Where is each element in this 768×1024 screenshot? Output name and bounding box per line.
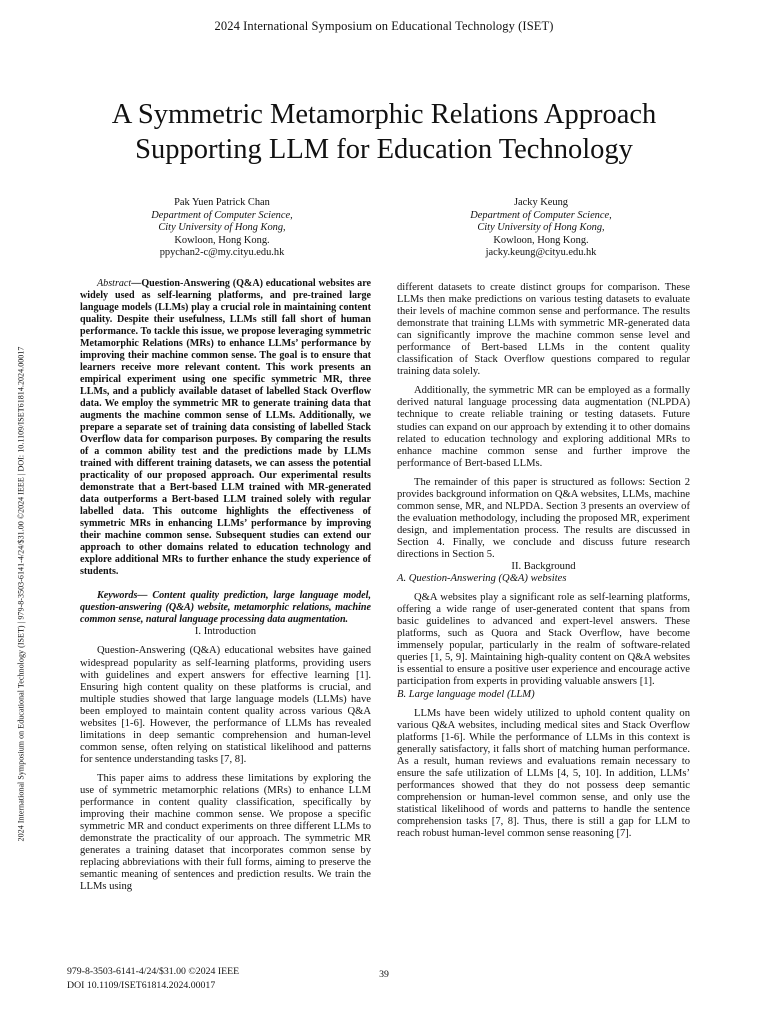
author-email: jacky.keung@cityu.edu.hk — [485, 247, 597, 259]
abstract-lead: Abstract — [97, 278, 132, 289]
qa-websites-paragraph: Q&A websites play a significant role as self-learning platforms, offering a wide range of user-generated content that spans from basic guidelines to advanced and expert-level answers. These platforms, such as Quora and Stack Overflow, have become immensely popular, particularly in the realm of software-related queries [1, 5, 9]. Maintaining high-quality content on Q&A websites is essential to ensure a positive user experience and encourage active participation from experts in providing valuable answers [1]. — [397, 592, 690, 688]
intro-paragraph-4: Additionally, the symmetric MR can be employed as a formally derived natural language processing data augmentation (NLPDA) technique to create reliable training or testing datasets. Future studies can expand on our approach by extending it to other domains related to education technology and exploring additional MRs to enhance machine common sense and further improve the performance of Bert-based LLMs. — [397, 385, 690, 469]
section-heading-introduction: I. Introduction — [194, 626, 257, 638]
author-location: Kowloon, Hong Kong. — [174, 234, 270, 246]
paper-title-line-2: Supporting LLM for Education Technology — [135, 134, 633, 165]
author-email: ppychan2-c@my.cityu.edu.hk — [159, 247, 285, 259]
footer-isbn: 979-8-3503-6141-4/24/$31.00 ©2024 IEEE — [67, 966, 240, 977]
side-identifier-strip — [10, 218, 32, 970]
abstract-text: —Question-Answering (Q&A) educational websites are widely used as self-learning platforms, and pre-trained large language models (LLMs) play a crucial role in maintaining content quality. Despite their usefulness, LLMs still fall short of human performance. To tackle this issue, we propose leveraging symmetric Metamorphic Relations (MRs) to enhance LLMs’ performance by improving their machine common sense. The goal is to ensure that learners receive more relevant content. This work presents an empirical experiment using one specific symmetric MR, three LLMs, and a publicly available dataset of labelled Stack Overflow data. We employ the symmetric MR to generate training data that augments the machine common sense of LLMs. Additionally, we prepare a separate set of training data consisting of labelled Stack Overflow data for comparison purposes. By comparing the results of a common ability test and the predictions made by LLMs trained with different training datasets, we can assess the potential practicality of our proposed approach. Our experimental results demonstrate that a Bert-based LLM trained with MR-generated data outperforms a Bert-based LLM trained solely with regular labelled data. This outcome highlights the effectiveness of symmetric MRs in enhancing LLMs’ performance by improving their machine common sense. Subsequent studies can extend our approach to other domains related to education technology and explore additional MRs to further enhance the study experience of students. — [80, 278, 371, 578]
paper-title-line-1: A Symmetric Metamorphic Relations Approach — [111, 99, 657, 130]
intro-paragraph-5: The remainder of this paper is structured as follows: Section 2 provides background information on Q&A websites, LLMs, machine common sense, MR, and NLPDA. Section 3 presents an overview of the evaluation methodology, including the proposed MR, experiment design, and implementation process. The results are discussed in Section 4. Finally, we conclude and discuss future research directions in Section 5. — [397, 476, 690, 560]
author-name: Pak Yuen Patrick Chan — [174, 197, 270, 208]
conference-header: 2024 International Symposium on Educational Technology (ISET) — [214, 19, 554, 33]
intro-paragraph-1: Question-Answering (Q&A) educational websites have gained widespread popularity as self-learning platforms, providing users with guidelines and expert answers for effective learning [1]. Ensuring high content quality on these platforms is crucial, and multiple studies showed that large language models (LLMs) have been employed to maintain content quality across various Q&A websites [1-6]. However, the performance of LLMs has revealed limitations in deep semantic comprehension and human-level common sense, often relying on statistical likelihood and patterns for sentence understanding tasks [7, 8]. — [80, 645, 371, 765]
side-identifier-text: 2024 International Symposium on Educational Technology (ISET) | 979-8-3503-6141-4/24/$31.00 ©2024 IEEE | DOI: 10.1109/ISET61814.2024.00017 — [16, 346, 26, 842]
author-location: Kowloon, Hong Kong. — [493, 234, 589, 246]
subsection-heading-llm: B. Large language model (LLM) — [397, 688, 535, 700]
footer-doi: DOI 10.1109/ISET61814.2024.00017 — [67, 979, 216, 991]
author-block-1 — [107, 197, 337, 260]
paper-title — [40, 97, 728, 167]
author-university: City University of Hong Kong, — [477, 222, 605, 234]
intro-paragraph-3: different datasets to create distinct groups for comparison. These LLMs then make predictions on various testing datasets to evaluate their levels of machine common sense and performance. The results demonstrate that training LLMs with symmetric MR-generated data can significantly improve the machine common sense level and performance of Bert-based LLMs in the content quality classification of Stack Overflow questions compared to regular training data solely. — [397, 282, 690, 378]
footer-identifiers — [67, 965, 239, 992]
llm-paragraph: LLMs have been widely utilized to uphold content quality on various Q&A websites, including medical sites and Stack Overflow platforms [1-6]. While the performance of LLMs in this context is generally satisfactory, it falls short of matching human performance. As a result, human reviews and evaluations remain necessary to ensure the safe utilization of LLMs [4, 5, 10]. In addition, LLMs’ performances showed that they do not possess deep semantic comprehension or human-level common sense, and only use the statistical likelihood of words and patterns to handle the sentence comprehension tasks [7, 8]. Thus, there is still a gap for LLM to reach robust human-level common sense reasoning [7]. — [397, 707, 690, 840]
section-heading-background: II. Background — [511, 561, 576, 573]
page-number: 39 — [379, 969, 389, 980]
keywords: Keywords— Content quality prediction, large language model, question-answering (Q&A) website, metamorphic relations, machine common sense, natural language processing data augmentation. — [80, 590, 371, 626]
author-block-2 — [426, 197, 656, 260]
author-department: Department of Computer Science, — [151, 209, 293, 221]
subsection-heading-qa-websites: A. Question-Answering (Q&A) websites — [397, 573, 567, 585]
abstract — [80, 278, 371, 578]
author-university: City University of Hong Kong, — [158, 222, 286, 234]
intro-paragraph-2: This paper aims to address these limitations by exploring the use of symmetric metamorphic relations (MRs) to enhance LLM performance in content quality classification, specifically by improving their machine common sense. We propose a specific symmetric MR and conduct experiments on three different LLMs to demonstrate the practicality of our approach. The symmetric MR generates a training dataset that incorporates common sense by replacing abbreviations with their full forms, aiming to preserve the semantic meaning of sentences and prediction results. We train the LLMs using — [80, 772, 371, 893]
left-column — [80, 278, 371, 893]
author-name: Jacky Keung — [514, 197, 568, 208]
right-column — [397, 282, 690, 840]
author-department: Department of Computer Science, — [470, 209, 612, 221]
